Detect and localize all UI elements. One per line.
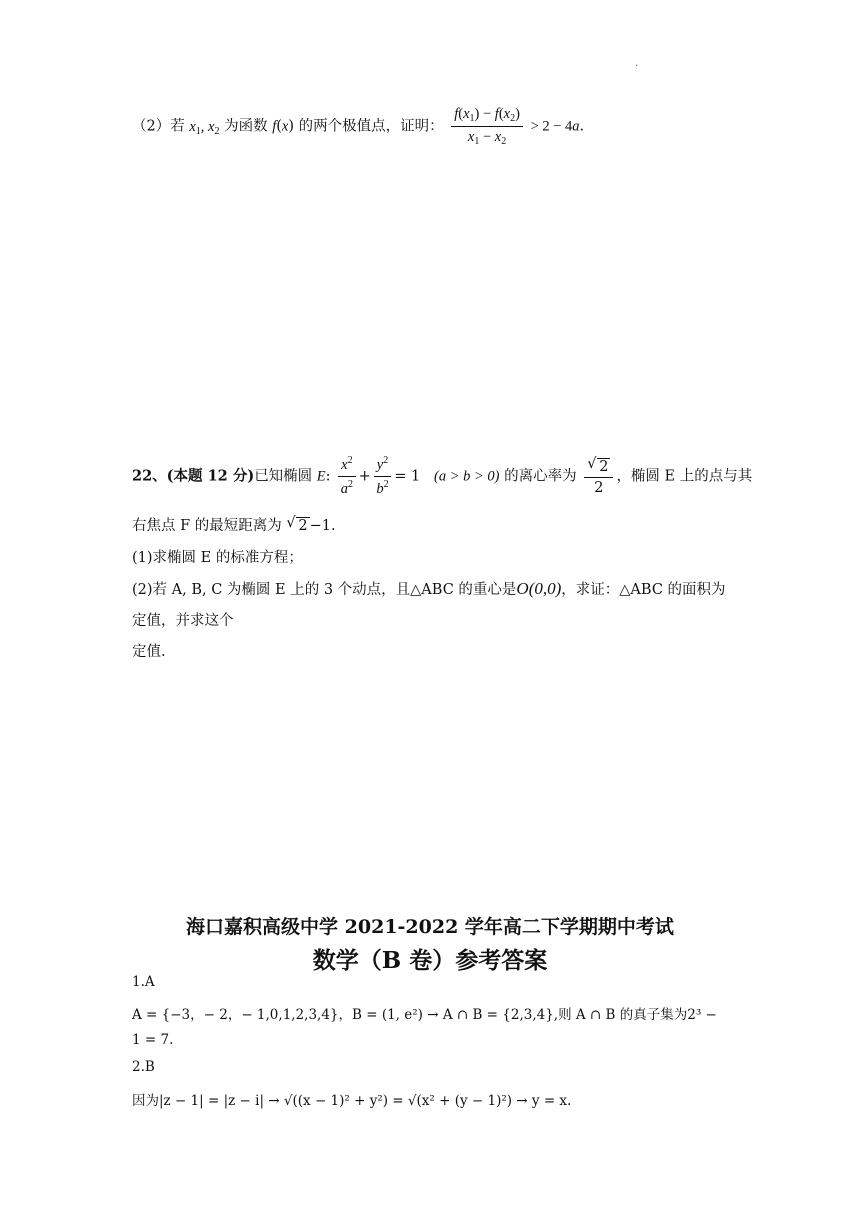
q21-part2-line: （2）若 $x_1$, $x_2$ 为函数 f(x) 的两个极值点，证明： $\frac{f(x_1) - f(x_2)}{x_1 - x_2}$ > 2 − 4a. [132,106,585,147]
answer-1-line1: A = {−3，− 2，− 1,0,1,2,3,4}，B = (1, e²) → A ∩ B = {2,3,4},则 A ∩ B 的真子集为2³ − [132,1007,717,1023]
q22-after-ecc: ，椭圆 E 上的点与其 [616,468,753,485]
q21-denominator: $x_1 - x_2$ [467,129,507,147]
q22-line2-end: −1. [309,518,336,534]
q22-part2-line1 [132,578,726,599]
q22-ecc-value: √ 2 2 [584,458,613,496]
answer-1-line2: 1 = 7. [132,1032,174,1048]
q21-mid2: 的两个极值点，证明： [298,118,444,135]
q22-sqrt2: √ 2 [286,515,308,534]
q22-intro: 已知椭圆 [254,468,313,485]
q22-centroid: O(0,0) [516,579,562,598]
q21-rhs: > 2 − 4a [530,118,580,135]
answer-subtitle: 数学（B 卷）参考答案 [312,947,548,974]
q21-fraction [451,106,523,147]
q22-part2-line2: 定值，并求这个 [132,613,234,629]
q21-numerator: $f(x_1) - f(x_2)$ [451,106,523,127]
answer-2-line: 因为|z − 1| = |z − i| → √((x − 1)² + y²) = √(x² + (y − 1)²) → y = x. [132,1093,572,1109]
answer-1-label: 1.A [132,974,155,990]
q21-mid1: 为函数 [224,118,268,135]
q22-part2-text: (2)若 A, B, C 为椭圆 E 上的 3 个动点，且△ABC 的重心是 [132,582,517,598]
q22-line2-text: 右焦点 F 的最短距离为 [132,518,282,534]
q22-part1: (1)求椭圆 E 的标准方程； [132,550,303,566]
q21-prefix: （2）若 [132,118,185,135]
answer-title: 海口嘉积高级中学 2021-2022 学年高二下学期期中考试 [186,916,674,938]
q21-vars: $x_1$, $x_2$ [189,118,220,137]
q22-frac-x: $\frac{x^2}{a^2}$ [338,455,355,498]
q22-ellipse-name: E [316,468,326,485]
q22-part2-line3: 定值. [132,644,166,660]
q22-label: 22、(本题 12 分) [132,467,255,485]
q22-line1: 22、(本题 12 分)已知椭圆 E: $\frac{x^2}{a^2}$ + $\frac{y^2}{b^2}$ = 1 (a > b > 0) 的离心率为 √ 2 2 ，椭圆 E 上的点与其 [132,455,753,497]
q22-condition: (a > b > 0) [434,468,500,485]
answer-2-label: 2.B [132,1059,155,1075]
q22-line2 [132,514,336,535]
q21-fx: f [272,118,277,135]
q22-frac-y: $\frac{y^2}{b^2}$ [374,455,391,498]
q22-ecc-text: 的离心率为 [504,468,577,485]
q22-part2-end: ，求证：△ABC 的面积为 [561,582,726,598]
page-mark: . [635,58,639,69]
q21-end: . [579,118,585,135]
